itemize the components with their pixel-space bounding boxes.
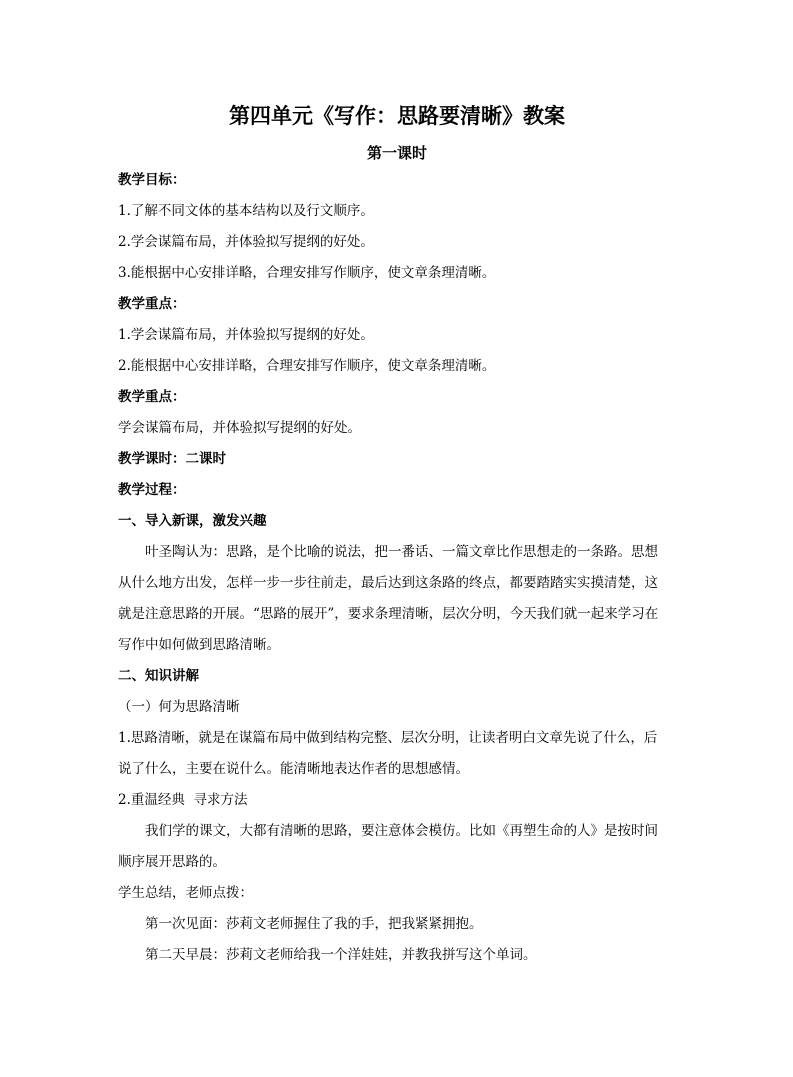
point1-line: 1.思路清晰，就是在谋篇布局中做到结构完整、层次分明，让读者明白文章先说了什么，后 [118, 730, 658, 746]
lesson-subtitle: 第一课时 [366, 144, 427, 162]
key-point-item: 1.学会谋篇布局，并体验拟写提纲的好处。 [118, 327, 374, 343]
key-points-heading: 教学重点： [118, 296, 186, 312]
goal-item: 2.学会谋篇布局，并体验拟写提纲的好处。 [118, 234, 374, 250]
point1-line: 说了什么，主要在说什么。能清晰地表达作者的思想感情。 [118, 761, 469, 777]
lesson-hours: 教学课时：二课时 [118, 451, 226, 467]
summary-item: 第二天早晨：莎莉文老师给我一个洋娃娃，并教我拼写这个单词。 [145, 947, 537, 963]
sub1-heading: （一）何为思路清晰 [118, 699, 240, 715]
goal-item: 3.能根据中心安排详略，合理安排写作顺序，使文章条理清晰。 [118, 265, 496, 281]
part1-line: 从什么地方出发，怎样一步一步往前走，最后达到这条路的终点，都要踏踏实实摸清楚，这 [118, 575, 658, 591]
document-body [118, 100, 676, 971]
part2-heading: 二、知识讲解 [118, 668, 199, 684]
summary-item: 第一次见面：莎莉文老师握住了我的手，把我紧紧拥抱。 [145, 916, 483, 932]
part1-heading: 一、导入新课，激发兴趣 [118, 513, 267, 529]
key-point-item: 2.能根据中心安排详略，合理安排写作顺序，使文章条理清晰。 [118, 358, 496, 374]
part1-line: 写作中如何做到思路清晰。 [118, 637, 280, 653]
key-points-heading-2: 教学重点： [118, 389, 186, 405]
process-heading: 教学过程： [118, 482, 186, 498]
point2-line: 顺序展开思路的。 [118, 854, 226, 870]
part1-line: 叶圣陶认为：思路，是个比喻的说法，把一番话、一篇文章比作思想走的一条路。思想 [145, 544, 658, 560]
key-point-text: 学会谋篇布局，并体验拟写提纲的好处。 [118, 420, 361, 436]
goals-heading: 教学目标： [118, 172, 186, 188]
part1-line: 就是注意思路的开展。“思路的展开”，要求条理清晰，层次分明，今天我们就一起来学习在 [118, 606, 659, 622]
point2-heading: 2.重温经典 寻求方法 [118, 792, 248, 808]
goal-item: 1.了解不同文体的基本结构以及行文顺序。 [118, 203, 374, 219]
summary-label: 学生总结，老师点拨： [118, 885, 253, 901]
point2-line: 我们学的课文，大都有清晰的思路，要注意体会模仿。比如《再塑生命的人》是按时间 [145, 823, 658, 839]
document-title: 第四单元《写作：思路要清晰》教案 [229, 103, 565, 128]
